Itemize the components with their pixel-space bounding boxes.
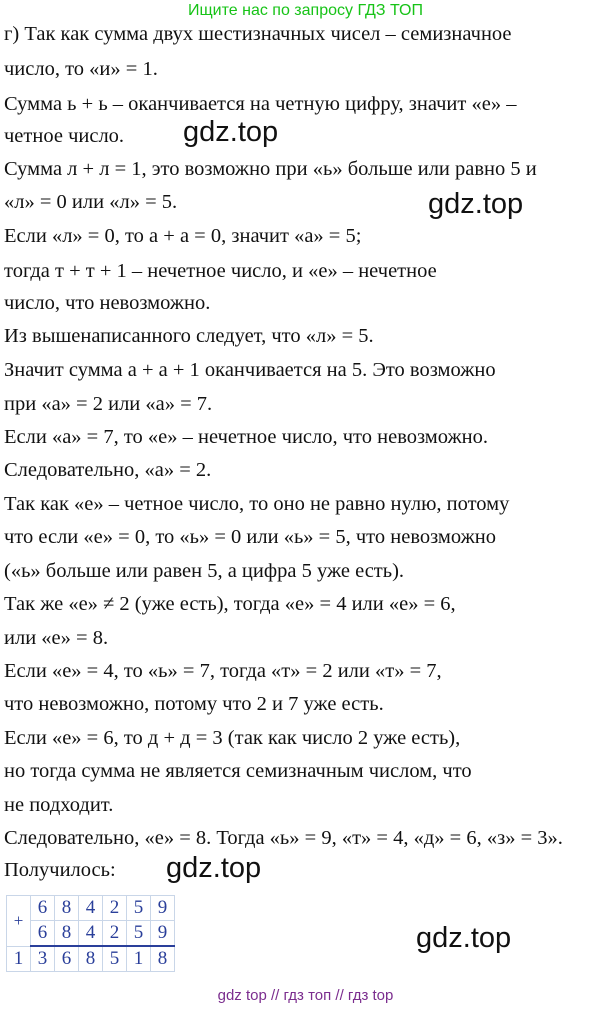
digit-cell: 5 bbox=[103, 946, 127, 972]
digit-cell: 9 bbox=[151, 896, 175, 921]
text-line: «л» = 0 или «л» = 5. bbox=[4, 191, 178, 213]
text-line: при «а» = 2 или «а» = 7. bbox=[4, 393, 213, 415]
text-line: Если «а» = 7, то «е» – нечетное число, что невозможно. bbox=[4, 426, 489, 448]
text-line: что невозможно, потому что 2 и 7 уже есть. bbox=[4, 693, 384, 715]
digit-cell: 8 bbox=[55, 896, 79, 921]
digit-cell: 6 bbox=[55, 946, 79, 972]
text-line: не подходит. bbox=[4, 794, 114, 816]
digit-cell: 8 bbox=[55, 921, 79, 947]
text-line: Так же «е» ≠ 2 (уже есть), тогда «е» = 4 или «е» = 6, bbox=[4, 593, 456, 615]
watermark: gdz.top bbox=[416, 922, 512, 954]
result-row bbox=[7, 946, 175, 972]
digit-cell: 4 bbox=[79, 896, 103, 921]
text-line: г) Так как сумма двух шестизначных чисел – семизначное bbox=[4, 23, 512, 45]
text-line: четное число. bbox=[4, 125, 125, 147]
digit-cell: 1 bbox=[7, 946, 31, 972]
digit-cell: 2 bbox=[103, 921, 127, 947]
footer-links: gdz top // гдз топ // гдз top bbox=[217, 987, 394, 1004]
watermark: gdz.top bbox=[166, 852, 262, 884]
text-line: Сумма ь + ь – оканчивается на четную цифру, значит «е» – bbox=[4, 93, 517, 115]
text-line: Из вышенаписанного следует, что «л» = 5. bbox=[4, 325, 374, 347]
addition-calculation bbox=[6, 895, 175, 972]
digit-cell: 9 bbox=[151, 921, 175, 947]
text-line: Значит сумма а + а + 1 оканчивается на 5. Это возможно bbox=[4, 359, 496, 381]
digit-cell: 8 bbox=[79, 946, 103, 972]
addend-row-2 bbox=[7, 921, 175, 947]
text-line: Если «е» = 6, то д + д = 3 (так как число 2 уже есть), bbox=[4, 727, 461, 749]
digit-cell: 4 bbox=[79, 921, 103, 947]
text-line: Получилось: bbox=[4, 859, 116, 881]
text-line: Если «л» = 0, то а + а = 0, значит «а» = 5; bbox=[4, 225, 362, 247]
text-line: число, то «и» = 1. bbox=[4, 58, 158, 80]
digit-cell: 2 bbox=[103, 896, 127, 921]
digit-cell: 8 bbox=[151, 946, 175, 972]
text-line: Так как «е» – четное число, то оно не равно нулю, потому bbox=[4, 493, 510, 515]
text-line: число, что невозможно. bbox=[4, 292, 211, 314]
text-line: Следовательно, «а» = 2. bbox=[4, 459, 212, 481]
digit-cell: 6 bbox=[31, 896, 55, 921]
watermark: gdz.top bbox=[428, 188, 524, 220]
text-line: Если «е» = 4, то «ь» = 7, тогда «т» = 2 или «т» = 7, bbox=[4, 660, 442, 682]
digit-cell: 1 bbox=[127, 946, 151, 972]
text-line: тогда т + т + 1 – нечетное число, и «е» – нечетное bbox=[4, 260, 437, 282]
plus-sign: + bbox=[7, 896, 31, 947]
digit-cell: 5 bbox=[127, 921, 151, 947]
text-line: Следовательно, «е» = 8. Тогда «ь» = 9, «т» = 4, «д» = 6, «з» = 3». bbox=[4, 827, 563, 849]
text-line: Сумма л + л = 1, это возможно при «ь» больше или равно 5 и bbox=[4, 158, 537, 180]
text-line: («ь» больше или равен 5, а цифра 5 уже есть). bbox=[4, 560, 405, 582]
header-search-hint: Ищите нас по запросу ГДЗ ТОП bbox=[188, 2, 423, 19]
addend-row-1 bbox=[7, 896, 175, 921]
watermark: gdz.top bbox=[183, 116, 279, 148]
digit-cell: 3 bbox=[31, 946, 55, 972]
digit-cell: 6 bbox=[31, 921, 55, 947]
text-line: что если «е» = 0, то «ь» = 0 или «ь» = 5, что невозможно bbox=[4, 526, 497, 548]
text-line: или «е» = 8. bbox=[4, 627, 109, 649]
text-line: но тогда сумма не является семизначным числом, что bbox=[4, 760, 472, 782]
digit-cell: 5 bbox=[127, 896, 151, 921]
